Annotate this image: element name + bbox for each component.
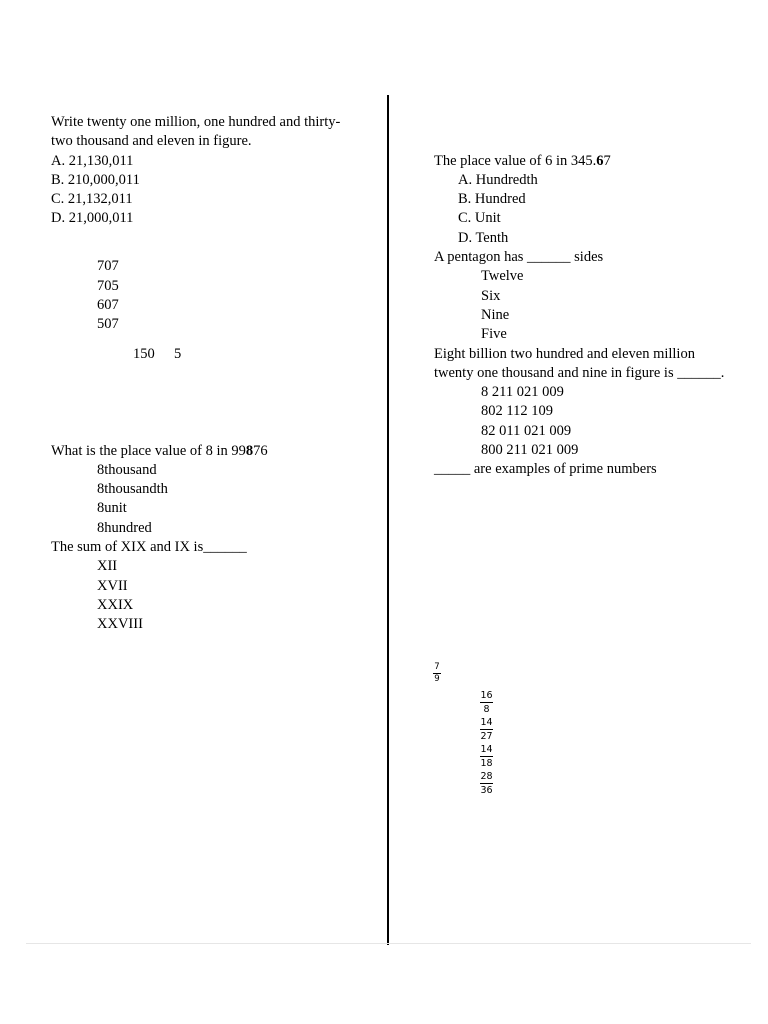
option-c: C. Unit [458,210,501,226]
option: Five [481,326,507,342]
column-divider [387,95,389,945]
option: 8thousand [97,462,157,478]
fraction-numerator: 28 [480,771,493,782]
fraction-option [480,717,493,742]
question-5-text [434,152,611,171]
fraction-denominator: 8 [483,704,490,715]
fraction-bar [480,702,493,703]
option: XXIX [97,597,134,613]
fraction-bar [480,756,493,757]
question-3-prefix: What is the place value of 8 in 99 [51,443,246,459]
question-5-suffix: 7 [603,153,611,169]
question-5-bold-digit: 6 [596,153,604,169]
option: XII [97,558,118,574]
option-d: D. Tenth [458,230,509,246]
option: 707 [97,258,119,274]
fraction-bar [480,783,493,784]
question-8-text: _____ are examples of prime numbers [434,461,657,477]
question-7-text-line1: Eight billion two hundred and eleven million [434,346,695,362]
option: XVII [97,578,128,594]
option-a: A. Hundredth [458,172,538,188]
question-3-bold-digit: 8 [245,443,254,459]
question-6-text: A pentagon has ______ sides [434,249,604,265]
fraction-option [480,771,493,796]
option: 8thousandth [97,481,168,497]
option: 607 [97,297,119,313]
fraction-denominator: 9 [434,674,440,684]
fraction-option [480,744,493,769]
option: 8hundred [97,520,152,536]
fraction-denominator: 27 [480,731,493,742]
fraction [433,663,441,684]
option-a: A. 21,130,011 [51,153,134,169]
fraction-option [480,690,493,715]
option: 82 011 021 009 [481,423,572,439]
option-b: B. 210,000,011 [51,172,140,188]
question-3-suffix: 76 [253,443,268,459]
question-1-text-line2: two thousand and eleven in figure. [51,133,252,149]
page-bottom-rule [26,943,751,944]
option-b: B. Hundred [458,191,526,207]
extra-number: 150 [133,346,155,362]
fraction-denominator: 18 [480,758,493,769]
extra-number: 5 [174,346,182,362]
option: 8unit [97,500,127,516]
question-5-prefix: The place value of 6 in 345. [434,153,597,169]
option: 802 112 109 [481,403,553,419]
fraction-bar [480,729,493,730]
question-1-text-line1: Write twenty one million, one hundred and thirty- [51,114,341,130]
option: 800 211 021 009 [481,442,579,458]
question-7-text-line2: twenty one thousand and nine in figure is ______. [434,365,725,381]
option: 705 [97,278,119,294]
fraction-denominator: 36 [480,785,493,796]
question-4-text: The sum of XIX and IX is______ [51,539,247,555]
option: Nine [481,307,510,323]
option: Twelve [481,268,524,284]
fraction-numerator: 14 [480,717,493,728]
fraction-numerator: 7 [434,662,440,672]
question-3-text [51,442,268,461]
option-d: D. 21,000,011 [51,210,134,226]
option: XXVIII [97,616,143,632]
fraction-numerator: 14 [480,744,493,755]
option: 8 211 021 009 [481,384,564,400]
option: Six [481,288,501,304]
option-c: C. 21,132,011 [51,191,133,207]
option: 507 [97,316,119,332]
fraction-numerator: 16 [480,690,493,701]
